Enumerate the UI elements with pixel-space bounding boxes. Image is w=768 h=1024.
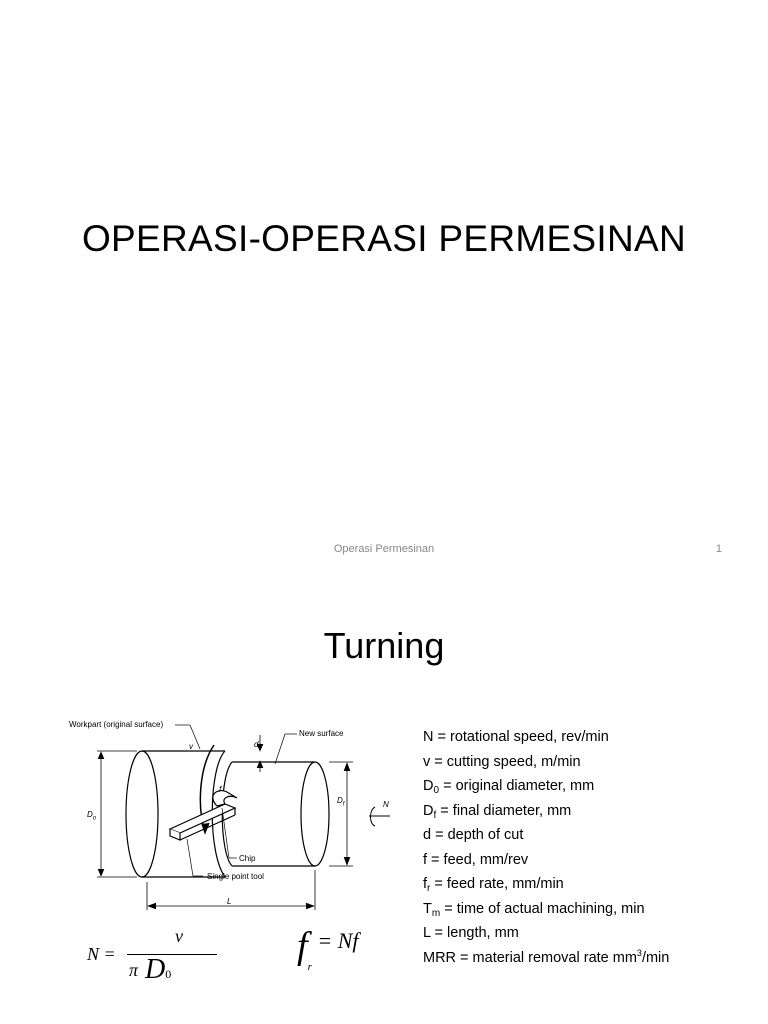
definition-d: d = depth of cut [423, 827, 524, 843]
v-label: v [189, 742, 193, 751]
Df-label: $D_f$ [337, 796, 345, 808]
new-surface-label: New surface [299, 729, 344, 738]
definition-v: v = cutting speed, m/min [423, 753, 581, 770]
workpart-end-ellipse [126, 751, 158, 877]
definition-MRR: MRR = material removal rate $mm^3/\min$ [423, 947, 670, 966]
turning-diagram: Workpart (original surface) New surface v d f N $D_o$ $D_f$ Chip Single point tool L N = v π D0 $f_r = Nf$ [57, 712, 408, 1019]
definition-D0: $D_0$ = original diameter, mm [423, 778, 595, 796]
slide-title: OPERASI-OPERASI PERMESINAN [81, 218, 687, 259]
d-label: d [254, 740, 259, 749]
tool-label: Single point tool [207, 872, 264, 881]
definition-Tm: $T_m$ = time of actual machining, min [423, 900, 645, 919]
definition-N: N = rotational speed, rev/min [423, 729, 609, 745]
slide-2 [0, 575, 768, 1024]
slide-footer: Operasi Permesinan [333, 543, 435, 555]
f-label: f [219, 785, 222, 794]
definition-L: L = length, mm [423, 925, 519, 941]
definition-Df: $D_f$ = final diameter, mm [423, 802, 572, 821]
formula-feed-rate: $f_r = Nf$ [297, 925, 359, 973]
formula-numerator: v [175, 926, 183, 946]
slide-title: Turning [323, 625, 445, 666]
page-number: 1 [715, 543, 722, 555]
definitions-list [423, 725, 763, 970]
definition-fr: $f_r$ = feed rate, mm/min [423, 876, 564, 894]
L-label: L [227, 897, 232, 906]
formula-denominator: D0 [145, 954, 172, 985]
D0-label: $D_o$ [87, 810, 97, 822]
new-surface-end-ellipse [301, 762, 329, 866]
workpart-label: Workpart (original surface) [69, 720, 164, 729]
chip-label: Chip [239, 854, 256, 863]
N-label: N [383, 800, 389, 809]
definition-f: f = feed, mm/rev [423, 851, 529, 868]
fraction-bar [127, 954, 217, 955]
